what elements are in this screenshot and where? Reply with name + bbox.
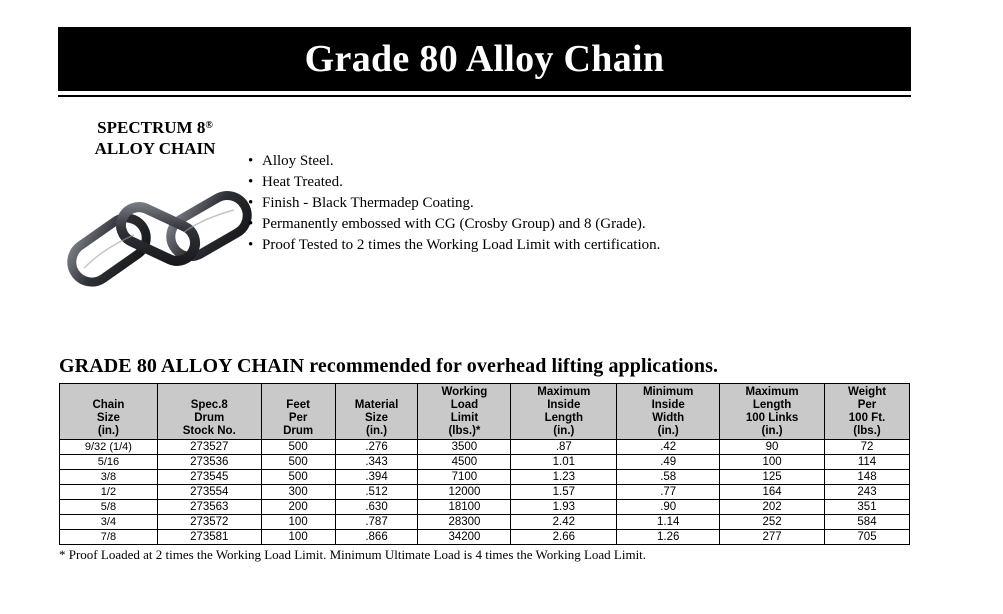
table-row bbox=[60, 515, 910, 530]
table-cell: 2.66 bbox=[511, 530, 617, 545]
table-cell: 273545 bbox=[157, 470, 261, 485]
table-cell: 273572 bbox=[157, 515, 261, 530]
table-cell: 273581 bbox=[157, 530, 261, 545]
table-cell: 72 bbox=[825, 440, 910, 455]
table-cell: 5/16 bbox=[60, 455, 158, 470]
feature-item: • Heat Treated. bbox=[248, 174, 343, 190]
table-cell: 100 bbox=[261, 530, 335, 545]
table-cell: .787 bbox=[335, 515, 418, 530]
column-header: Maximum Length 100 Links (in.) bbox=[720, 384, 825, 440]
table-cell: .87 bbox=[511, 440, 617, 455]
table-cell: 12000 bbox=[418, 485, 511, 500]
table-row bbox=[60, 530, 910, 545]
feature-list bbox=[248, 151, 660, 256]
feature-item: • Permanently embossed with CG (Crosby Group) and 8 (Grade). bbox=[248, 216, 646, 232]
table-cell: 3/4 bbox=[60, 515, 158, 530]
product-name-line2: ALLOY CHAIN bbox=[94, 139, 216, 158]
table-row bbox=[60, 440, 910, 455]
table-cell: 243 bbox=[825, 485, 910, 500]
feature-item: • Proof Tested to 2 times the Working Load Limit with certification. bbox=[248, 237, 661, 253]
table-cell: 28300 bbox=[418, 515, 511, 530]
table-cell: 125 bbox=[720, 470, 825, 485]
table-cell: 18100 bbox=[418, 500, 511, 515]
table-cell: .90 bbox=[617, 500, 720, 515]
table-cell: 273563 bbox=[157, 500, 261, 515]
column-header: Minimum Inside Width (in.) bbox=[617, 384, 720, 440]
footnote: * Proof Loaded at 2 times the Working Load Limit. Minimum Ultimate Load is 4 times the Working Load Limit. bbox=[59, 547, 647, 562]
table-cell: .866 bbox=[335, 530, 418, 545]
table-cell: 148 bbox=[825, 470, 910, 485]
table-cell: 1.01 bbox=[511, 455, 617, 470]
column-header: Working Load Limit (lbs.)* bbox=[418, 384, 511, 440]
table-cell: 705 bbox=[825, 530, 910, 545]
table-cell: .42 bbox=[617, 440, 720, 455]
table-cell: 7100 bbox=[418, 470, 511, 485]
table-row bbox=[60, 455, 910, 470]
table-cell: 351 bbox=[825, 500, 910, 515]
column-header: Feet Per Drum bbox=[261, 384, 335, 440]
table-cell: .49 bbox=[617, 455, 720, 470]
table-heading: GRADE 80 ALLOY CHAIN recommended for overhead lifting applications. bbox=[59, 355, 719, 377]
table-cell: .276 bbox=[335, 440, 418, 455]
table-row bbox=[60, 485, 910, 500]
table-cell: 9/32 (1/4) bbox=[60, 440, 158, 455]
table-cell: 500 bbox=[261, 470, 335, 485]
table-cell: 584 bbox=[825, 515, 910, 530]
table-cell: 2.42 bbox=[511, 515, 617, 530]
feature-item: • Alloy Steel. bbox=[248, 153, 334, 169]
column-header: Chain Size (in.) bbox=[60, 384, 158, 440]
table-cell: 273527 bbox=[157, 440, 261, 455]
title-divider bbox=[58, 95, 911, 97]
table-cell: 273554 bbox=[157, 485, 261, 500]
table-cell: 500 bbox=[261, 440, 335, 455]
table-cell: 1.26 bbox=[617, 530, 720, 545]
table-cell: 100 bbox=[720, 455, 825, 470]
table-cell: 1.93 bbox=[511, 500, 617, 515]
table-cell: 3500 bbox=[418, 440, 511, 455]
table-body bbox=[60, 440, 910, 545]
table-cell: 4500 bbox=[418, 455, 511, 470]
table-cell: 1/2 bbox=[60, 485, 158, 500]
table-cell: 164 bbox=[720, 485, 825, 500]
table-cell: 500 bbox=[261, 455, 335, 470]
table-header-row bbox=[60, 384, 910, 440]
table-cell: .343 bbox=[335, 455, 418, 470]
table-cell: 273536 bbox=[157, 455, 261, 470]
product-name-line1: SPECTRUM 8 bbox=[97, 118, 206, 137]
table-cell: 252 bbox=[720, 515, 825, 530]
chain-spec-table bbox=[59, 383, 910, 545]
column-header: Spec.8 Drum Stock No. bbox=[157, 384, 261, 440]
feature-item: • Finish - Black Thermadep Coating. bbox=[248, 195, 474, 211]
product-name bbox=[70, 117, 240, 159]
table-cell: 100 bbox=[261, 515, 335, 530]
column-header: Weight Per 100 Ft. (lbs.) bbox=[825, 384, 910, 440]
table-cell: 114 bbox=[825, 455, 910, 470]
table-cell: 1.23 bbox=[511, 470, 617, 485]
table-cell: 277 bbox=[720, 530, 825, 545]
registered-mark: ® bbox=[205, 120, 213, 131]
table-cell: 3/8 bbox=[60, 470, 158, 485]
table-cell: .394 bbox=[335, 470, 418, 485]
table-cell: 300 bbox=[261, 485, 335, 500]
chain-links-image bbox=[64, 190, 264, 300]
table-cell: .630 bbox=[335, 500, 418, 515]
table-cell: 200 bbox=[261, 500, 335, 515]
table-cell: 202 bbox=[720, 500, 825, 515]
table-cell: .58 bbox=[617, 470, 720, 485]
table-cell: 1.57 bbox=[511, 485, 617, 500]
table-cell: 34200 bbox=[418, 530, 511, 545]
table-cell: 7/8 bbox=[60, 530, 158, 545]
table-cell: .77 bbox=[617, 485, 720, 500]
column-header: Maximum Inside Length (in.) bbox=[511, 384, 617, 440]
page-title: Grade 80 Alloy Chain bbox=[304, 38, 665, 80]
table-row bbox=[60, 470, 910, 485]
title-banner bbox=[58, 27, 911, 91]
table-cell: 90 bbox=[720, 440, 825, 455]
table-row bbox=[60, 500, 910, 515]
table-cell: 5/8 bbox=[60, 500, 158, 515]
table-cell: .512 bbox=[335, 485, 418, 500]
column-header: Material Size (in.) bbox=[335, 384, 418, 440]
table-cell: 1.14 bbox=[617, 515, 720, 530]
